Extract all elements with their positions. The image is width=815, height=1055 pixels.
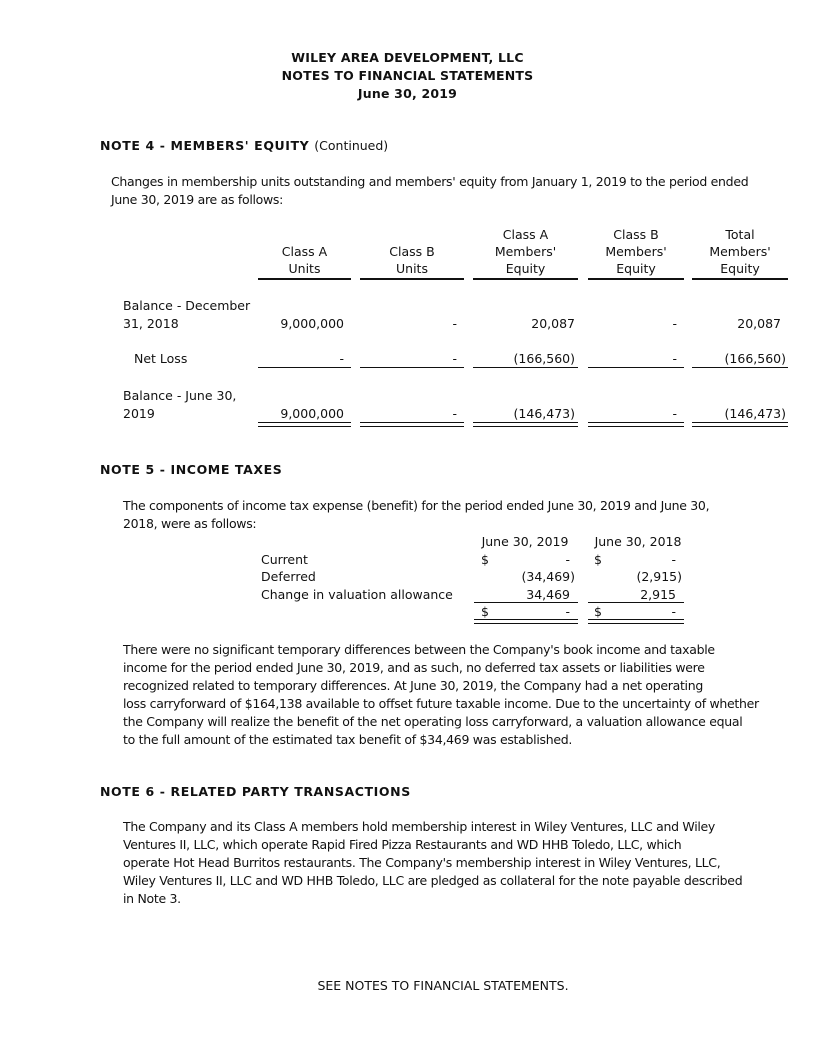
currency-symbol: $ [594,552,602,567]
cell-value: - [672,316,677,331]
subtotal-rule [692,367,788,368]
note5-intro-line2: 2018, were as follows: [123,516,257,531]
col-header-line: Class A [281,244,328,259]
total-double-rule [474,619,578,624]
paragraph-line: in Note 3. [123,891,181,906]
total-double-rule [692,422,788,427]
paragraph-line: recognized related to temporary differences. At June 30, 2019, the Company had a net operating [123,678,703,693]
company-name: WILEY AREA DEVELOPMENT, LLC [291,50,524,65]
col-header-line: Members' [494,244,557,259]
row-label: Balance - December [123,298,251,313]
footer-note: SEE NOTES TO FINANCIAL STATEMENTS. [317,978,569,993]
paragraph-line: the Company will realize the benefit of the net operating loss carryforward, a valuation allowance equal [123,714,743,729]
note4-title-text: NOTE 4 - MEMBERS' EQUITY [100,138,310,153]
col-header-class-b-units [360,226,464,277]
col-header-class-a-equity [473,226,578,277]
cell-value: (146,473) [513,406,575,421]
col-header-line: Class B [613,227,659,242]
cell-value: - [671,604,676,619]
cell-value: - [339,351,344,366]
paragraph-line: operate Hot Head Burritos restaurants. The Company's membership interest in Wiley Ventures, LLC, [123,855,721,870]
header-rule [258,278,351,280]
col-header-line: Class B [389,244,435,259]
currency-symbol: $ [594,604,602,619]
cell-value: - [565,552,570,567]
paragraph-line: Wiley Ventures II, LLC and WD HHB Toledo, LLC are pledged as collateral for the note payable described [123,873,743,888]
row-label: 2019 [123,406,155,421]
header-rule [360,278,464,280]
note4-intro-line1: Changes in membership units outstanding and members' equity from January 1, 2019 to the period ended [111,174,749,189]
cell-value: - [565,604,570,619]
total-double-rule [588,422,684,427]
document-title: NOTES TO FINANCIAL STATEMENTS [281,68,534,83]
row-label: Current [261,552,308,567]
cell-value: - [452,316,457,331]
subtotal-rule [473,367,578,368]
col-header-line: Equity [720,261,760,276]
row-label: Net Loss [134,351,188,366]
col-header-line: Total [725,227,755,242]
subtotal-rule [360,367,464,368]
col-header-2019: June 30, 2019 [481,534,569,549]
cell-value: 9,000,000 [280,406,344,421]
note4-intro-line2: June 30, 2019 are as follows: [111,192,284,207]
cell-value: - [452,406,457,421]
cell-value: (2,915) [636,569,682,584]
row-label: Balance - June 30, [123,388,237,403]
total-double-rule [360,422,464,427]
total-double-rule [258,422,351,427]
cell-value: (166,560) [724,351,786,366]
header-rule [473,278,578,280]
cell-value: 9,000,000 [280,316,344,331]
subtotal-rule [474,602,578,603]
document-date: June 30, 2019 [357,86,458,101]
header-rule [588,278,684,280]
note6-paragraph [123,818,742,908]
total-double-rule [473,422,578,427]
paragraph-line: The Company and its Class A members hold membership interest in Wiley Ventures, LLC and Wiley [123,819,716,834]
subtotal-rule [588,602,684,603]
paragraph-line: Ventures II, LLC, which operate Rapid Fired Pizza Restaurants and WD HHB Toledo, LLC, which [123,837,682,852]
col-header-line [258,226,351,243]
paragraph-line: income for the period ended June 30, 2019, and as such, no deferred tax assets or liabilities were [123,660,705,675]
col-header-line: Units [396,261,428,276]
header-rule [692,278,788,280]
note4-continued: (Continued) [314,138,389,153]
row-label: Change in valuation allowance [261,587,453,602]
cell-value: 2,915 [640,587,676,602]
col-header-line: Class A [502,227,549,242]
paragraph-line: to the full amount of the estimated tax benefit of $34,469 was established. [123,732,573,747]
col-header-2018: June 30, 2018 [594,534,682,549]
col-header-class-b-equity [588,226,684,277]
cell-value: - [672,351,677,366]
col-header-class-a-units [258,226,351,277]
note4-title [100,138,388,153]
col-header-line [360,226,464,243]
note5-title: NOTE 5 - INCOME TAXES [100,462,283,477]
cell-value: (34,469) [521,569,575,584]
col-header-line: Members' [605,244,667,259]
cell-value: (166,560) [513,351,575,366]
cell-value: 20,087 [531,316,575,331]
col-header-total-equity [692,226,788,277]
col-header-line: Members' [709,244,771,259]
total-double-rule [588,619,684,624]
paragraph-line: There were no significant temporary differences between the Company's book income and taxable [123,642,715,657]
col-header-line: Equity [505,261,546,276]
subtotal-rule [588,367,684,368]
row-label: 31, 2018 [123,316,179,331]
row-label: Deferred [261,569,316,584]
note6-title: NOTE 6 - RELATED PARTY TRANSACTIONS [100,784,411,799]
note5-intro-line1: The components of income tax expense (benefit) for the period ended June 30, 2019 and June 30, [123,498,710,513]
cell-value: - [671,552,676,567]
cell-value: 20,087 [737,316,781,331]
currency-symbol: $ [481,604,489,619]
paragraph-line: loss carryforward of $164,138 available to offset future taxable income. Due to the uncertainty of whether [123,696,759,711]
currency-symbol: $ [481,552,489,567]
cell-value: (146,473) [724,406,786,421]
cell-value: 34,469 [526,587,570,602]
cell-value: - [452,351,457,366]
col-header-line: Units [288,261,321,276]
cell-value: - [672,406,677,421]
subtotal-rule [258,367,351,368]
note5-paragraph [123,641,759,749]
col-header-line: Equity [616,261,656,276]
